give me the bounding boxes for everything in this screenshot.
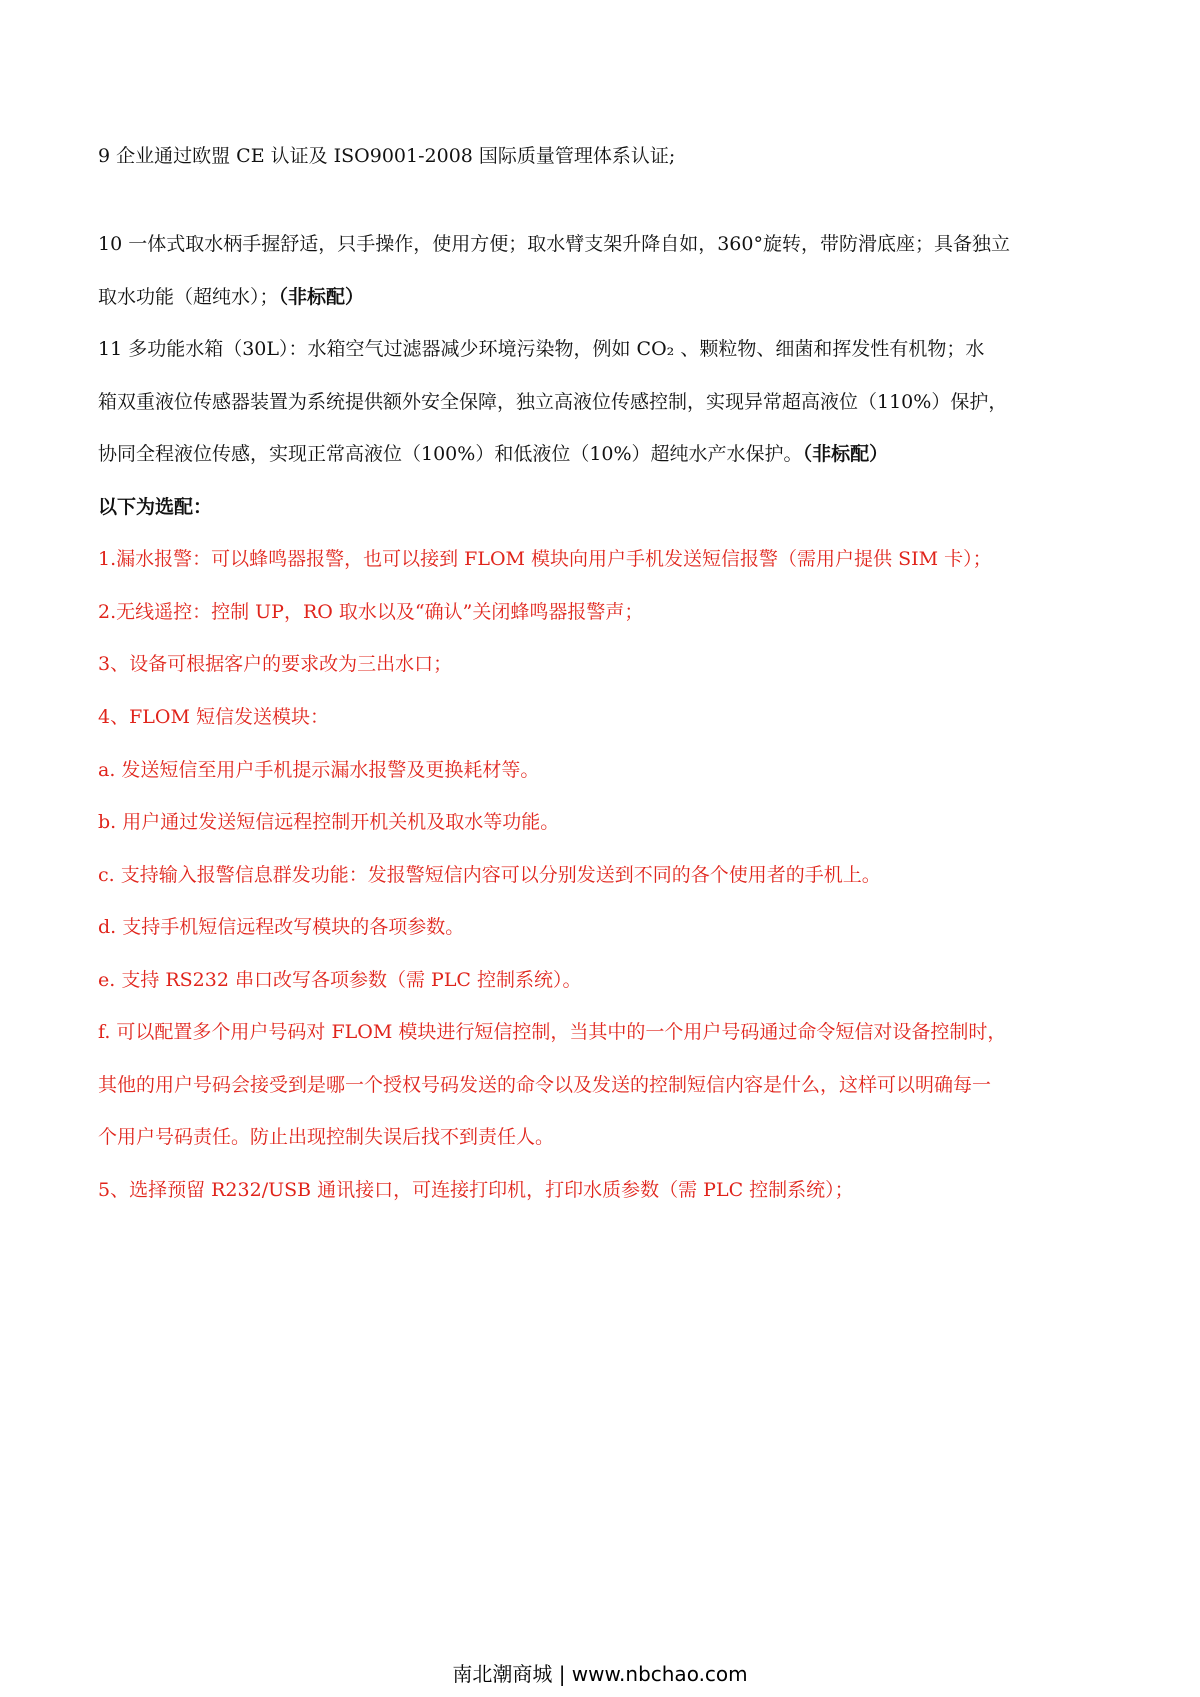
- line-text: 10 一体式取水柄手握舒适，只手操作，使用方便；取水臂支架升降自如，360°旋转，带防滑底座；具备独立: [98, 233, 1010, 255]
- option-2-wireless-remote: [98, 598, 1104, 626]
- line-text: 11 多功能水箱（30L）：水箱空气过滤器减少环境污染物，例如 CO₂ 、颗粒物、细菌和挥发性有机物；水: [98, 338, 985, 360]
- line-text: e. 支持 RS232 串口改写各项参数（需 PLC 控制系统）。: [98, 969, 582, 991]
- line-text: d. 支持手机短信远程改写模块的各项参数。: [98, 916, 465, 938]
- option-1-leak-alarm: [98, 545, 1104, 573]
- line-text: 9 企业通过欧盟 CE 认证及 ISO9001-2008 国际质量管理体系认证;: [98, 145, 676, 167]
- line-text: 2.无线遥控：控制 UP，RO 取水以及“确认”关闭蜂鸣器报警声；: [98, 601, 644, 623]
- line-text: c. 支持输入报警信息群发功能：发报警短信内容可以分别发送到不同的各个使用者的手机上。: [98, 864, 881, 886]
- line-text: 其他的用户号码会接受到是哪一个授权号码发送的命令以及发送的控制短信内容是什么，这样可以明确每一: [98, 1074, 992, 1096]
- line-text: 取水功能（超纯水）；: [98, 286, 279, 308]
- footer-watermark: [0, 1660, 1200, 1688]
- line-text: 协同全程液位传感，实现正常高液位（100%）和低液位（10%）超纯水产水保护。: [98, 443, 803, 465]
- optional-section-heading: [98, 493, 1104, 521]
- option-5-usb-interface: [98, 1176, 1104, 1204]
- line-text: 1.漏水报警：可以蜂鸣器报警，也可以接到 FLOM 模块向用户手机发送短信报警（需用户提供 SIM 卡）；: [98, 548, 992, 570]
- option-4d: [98, 913, 1104, 941]
- option-4f-cont-1: [98, 1071, 1104, 1099]
- option-4-flom-sms-module: [98, 703, 1104, 731]
- item-9-ce-certification: [98, 142, 1104, 170]
- line-text: f. 可以配置多个用户号码对 FLOM 模块进行短信控制，当其中的一个用户号码通过命令短信对设备控制时，: [98, 1021, 1007, 1043]
- item-10-dispenser-handle-cont: [98, 283, 1104, 311]
- option-4f: [98, 1018, 1104, 1046]
- line-text: a. 发送短信至用户手机提示漏水报警及更换耗材等。: [98, 759, 540, 781]
- option-4e: [98, 966, 1104, 994]
- item-11-water-tank-cont-1: [98, 388, 1104, 416]
- non-standard-tag: （非标配）: [278, 286, 365, 308]
- footer-text: 南北潮商城 | www.nbchao.com: [452, 1662, 748, 1686]
- line-text: 4、FLOM 短信发送模块：: [98, 706, 329, 728]
- line-text: b. 用户通过发送短信远程控制开机关机及取水等功能。: [98, 811, 560, 833]
- line-text: 3、设备可根据客户的要求改为三出水口；: [98, 653, 453, 675]
- option-4c: [98, 861, 1104, 889]
- item-11-water-tank-cont-2: [98, 440, 1104, 468]
- option-4a: [98, 756, 1104, 784]
- line-text: 箱双重液位传感器装置为系统提供额外安全保障，独立高液位传感控制，实现异常超高液位（110%）保护，: [98, 391, 1008, 413]
- non-standard-tag: （非标配）: [802, 443, 889, 465]
- item-11-water-tank: [98, 335, 1104, 363]
- item-10-dispenser-handle: [98, 230, 1104, 258]
- option-3-three-outlets: [98, 650, 1104, 678]
- option-4f-cont-2: [98, 1123, 1104, 1151]
- line-text: 个用户号码责任。防止出现控制失误后找不到责任人。: [98, 1126, 555, 1148]
- option-4b: [98, 808, 1104, 836]
- line-text: 5、选择预留 R232/USB 通讯接口，可连接打印机，打印水质参数（需 PLC 控制系统）；: [98, 1179, 854, 1201]
- line-text: 以下为选配：: [98, 496, 213, 518]
